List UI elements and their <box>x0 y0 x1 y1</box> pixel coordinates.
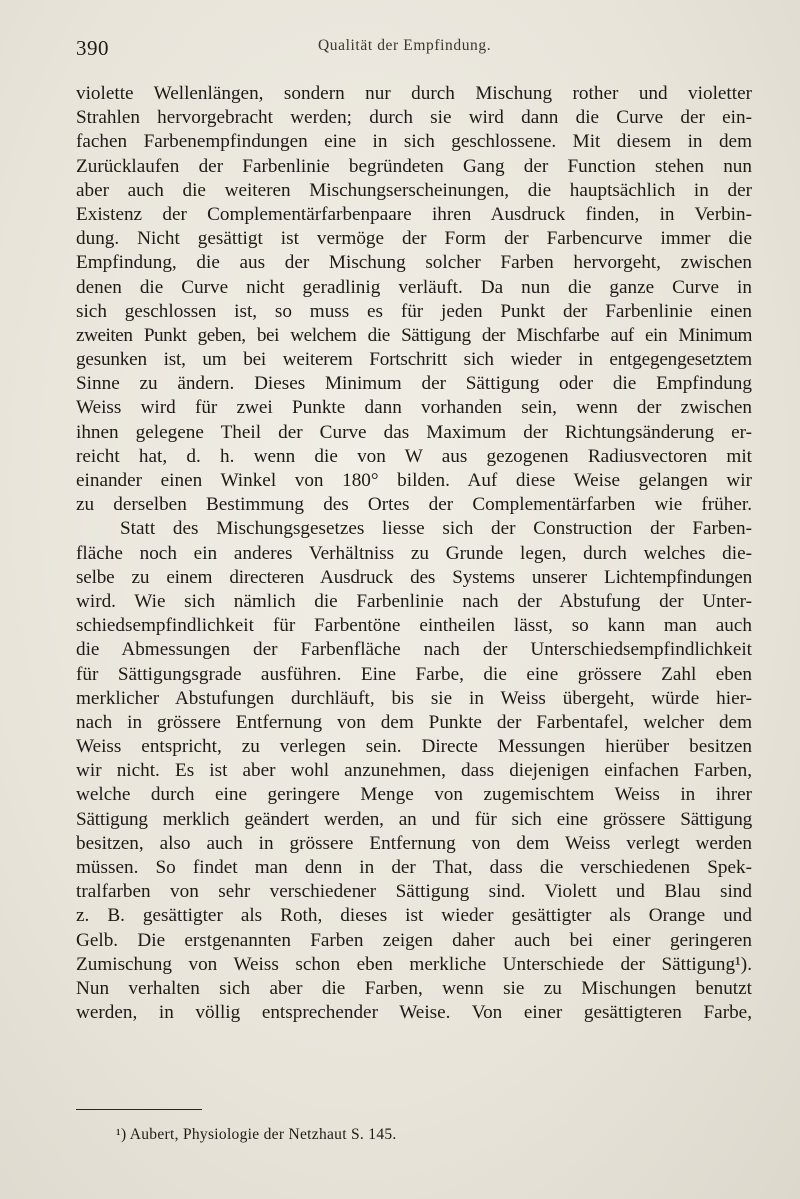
footnote-divider <box>76 1109 202 1110</box>
text-line: Strahlen hervorgebracht werden; durch sie wird dann die Curve der ein- <box>76 107 752 129</box>
text-line: Nun verhalten sich aber die Farben, wenn sie zu Mischungen benutzt <box>76 977 752 999</box>
text-line: besitzen, also auch in grössere Entfernung von dem Weiss verlegt werden <box>76 832 752 854</box>
footnote <box>116 1126 397 1144</box>
running-title: Qualität der Empfindung. <box>318 37 492 54</box>
text-line: einander einen Winkel von 180° bilden. Auf diese Weise gelangen wir <box>76 470 752 491</box>
text-line: ihnen gelegene Theil der Curve das Maximum der Richtungsänderung er- <box>76 421 752 443</box>
text-line: violette Wellenlängen, sondern nur durch Mischung rother und violetter <box>76 83 752 104</box>
text-line: reicht hat, d. h. wenn die von W aus gezogenen Radiusvectoren mit <box>76 445 752 467</box>
text-line: für Sättigungsgrade ausführen. Eine Farbe, die eine grössere Zahl eben <box>76 663 752 685</box>
text-line: fläche noch ein anderes Verhältniss zu Grunde legen, durch welches die- <box>76 542 752 564</box>
text-line: zweiten Punkt geben, bei welchem die Sättigung der Mischfarbe auf ein Minimum <box>76 324 752 346</box>
text-line: aber auch die weiteren Mischungserscheinungen, die hauptsächlich in der <box>76 179 752 201</box>
text-line: sich geschlossen ist, so muss es für jeden Punkt der Farbenlinie einen <box>76 300 752 322</box>
paragraph-1 <box>76 82 752 517</box>
text-line: Sinne zu ändern. Dieses Minimum der Sättigung oder die Empfindung <box>76 373 752 395</box>
text-line: tralfarben von sehr verschiedener Sättigung sind. Violett und Blau sind <box>76 881 752 903</box>
text-line: selbe zu einem directeren Ausdruck des Systems unserer Lichtempfindungen <box>76 566 752 588</box>
text-line: wird. Wie sich nämlich die Farbenlinie nach der Abstufung der Unter- <box>76 590 752 612</box>
text-line: Gelb. Die erstgenannten Farben zeigen daher auch bei einer geringeren <box>76 929 752 951</box>
footnote-marker: ¹) <box>116 1126 127 1143</box>
paragraph-2 <box>76 517 752 1025</box>
text-line: Empfindung, die aus der Mischung solcher Farben hervorgeht, zwischen <box>76 252 752 274</box>
text-line: werden, in völlig entsprechender Weise. Von einer gesättigteren Farbe, <box>76 1002 752 1024</box>
text-line: merklicher Abstufungen durchläuft, bis sie in Weiss übergeht, würde hier- <box>76 687 752 709</box>
text-line: zu derselben Bestimmung des Ortes der Complementärfarben wie früher. <box>76 494 752 516</box>
text-line: nach in grössere Entfernung von dem Punkte der Farbentafel, welcher dem <box>76 711 752 733</box>
text-line: fachen Farbenempfindungen eine in sich geschlossene. Mit diesem in dem <box>76 131 752 153</box>
page-number: 390 <box>76 36 109 60</box>
text-line: gesunken ist, um bei weiterem Fortschritt sich wieder in entgegengesetztem <box>76 349 752 371</box>
body-text <box>76 82 752 1025</box>
text-line: Existenz der Complementärfarbenpaare ihren Ausdruck finden, in Verbin- <box>76 203 752 225</box>
text-line: welche durch eine geringere Menge von zugemischtem Weiss in ihrer <box>76 784 752 806</box>
text-line: Zurücklaufen der Farbenlinie begründeten Gang der Function stehen nun <box>76 155 752 177</box>
text-line: wir nicht. Es ist aber wohl anzunehmen, dass diejenigen einfachen Farben, <box>76 760 752 782</box>
text-line: z. B. gesättigter als Roth, dieses ist wieder gesättigter als Orange und <box>76 905 752 927</box>
text-line: Weiss entspricht, zu verlegen sein. Directe Messungen hierüber besitzen <box>76 736 752 758</box>
text-line: denen die Curve nicht geradlinig verläuft. Da nun die ganze Curve in <box>76 276 752 298</box>
footnote-text: Aubert, Physiologie der Netzhaut S. 145. <box>129 1126 397 1143</box>
text-line: Zumischung von Weiss schon eben merkliche Unterschiede der Sättigung¹). <box>76 953 752 975</box>
text-line: schiedsempfindlichkeit für Farbentöne eintheilen lässt, so kann man auch <box>76 615 752 637</box>
text-line: Sättigung merklich geändert werden, an und für sich eine grössere Sättigung <box>76 808 752 830</box>
text-line: dung. Nicht gesättigt ist vermöge der Form der Farbencurve immer die <box>76 228 752 250</box>
text-line: müssen. So findet man denn in der That, dass die verschiedenen Spek- <box>76 857 752 878</box>
text-line: Weiss wird für zwei Punkte dann vorhanden sein, wenn der zwischen <box>76 397 752 419</box>
text-line: Statt des Mischungsgesetzes liesse sich der Construction der Farben- <box>120 518 752 540</box>
text-line: die Abmessungen der Farbenfläche nach der Unterschiedsempfindlichkeit <box>76 639 752 661</box>
